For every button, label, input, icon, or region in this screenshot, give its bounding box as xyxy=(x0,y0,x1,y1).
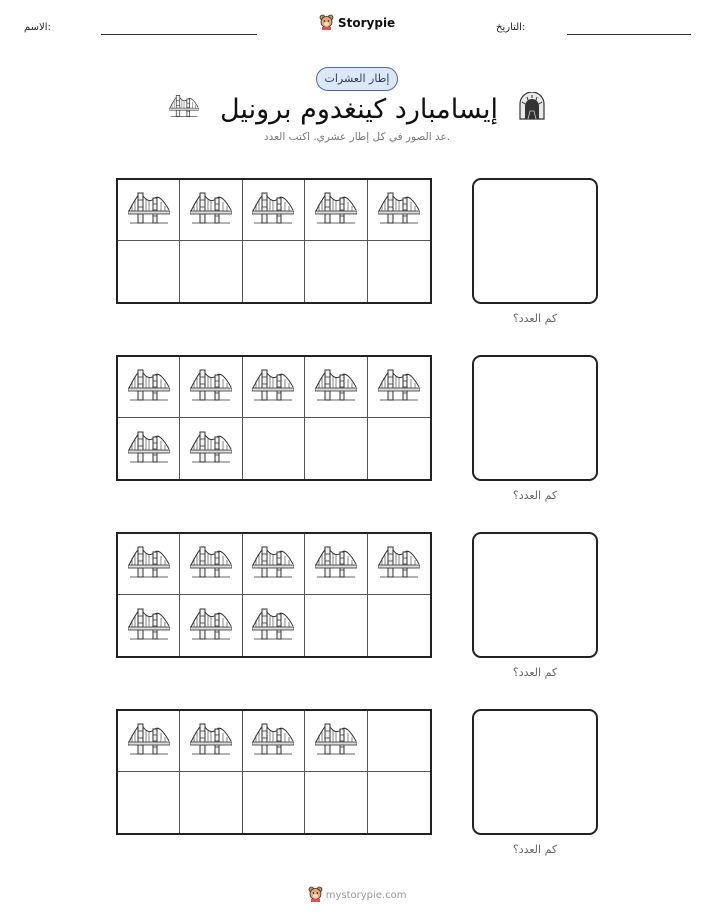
worksheet-title xyxy=(0,92,714,127)
suspension-bridge-icon xyxy=(190,545,232,583)
suspension-bridge-icon xyxy=(128,607,170,645)
ten-frame-cell xyxy=(118,711,180,772)
brand-name: Storypie xyxy=(337,16,396,30)
ten-frame-cell xyxy=(118,357,180,418)
suspension-bridge-icon xyxy=(190,368,232,406)
ten-frame-cell xyxy=(368,357,430,418)
ten-frame-cell xyxy=(243,772,305,833)
ten-frame xyxy=(116,709,432,835)
suspension-bridge-icon xyxy=(315,545,357,583)
ten-frame-cell xyxy=(243,418,305,479)
ten-frame-cell xyxy=(305,241,367,302)
answer-prompt: كم العدد؟ xyxy=(512,843,558,856)
ten-frame-cell xyxy=(118,418,180,479)
ten-frame-cell xyxy=(305,711,367,772)
suspension-bridge-icon xyxy=(190,191,232,229)
ten-frame-cell xyxy=(118,534,180,595)
ten-frame-cell xyxy=(368,534,430,595)
answer-box[interactable] xyxy=(472,709,598,835)
suspension-bridge-icon xyxy=(128,368,170,406)
footer xyxy=(0,886,714,905)
ten-frame-cell xyxy=(305,772,367,833)
suspension-bridge-icon xyxy=(378,545,420,583)
suspension-bridge-icon xyxy=(128,430,170,468)
ten-frame-cell xyxy=(305,357,367,418)
ten-frame-cell xyxy=(243,534,305,595)
ten-frame-cell xyxy=(368,241,430,302)
ten-frame-cell xyxy=(368,711,430,772)
title-text: إيسامبارد كينغدوم برونيل xyxy=(219,94,499,125)
suspension-bridge-icon xyxy=(315,722,357,760)
ten-frame-cell xyxy=(180,241,242,302)
tunnel-entrance-icon xyxy=(519,92,545,127)
ten-frame-cell xyxy=(180,772,242,833)
date-field[interactable] xyxy=(567,34,691,35)
ten-frame-cell xyxy=(305,595,367,656)
suspension-bridge-icon xyxy=(190,722,232,760)
ten-frame-cell xyxy=(305,534,367,595)
suspension-bridge-icon xyxy=(252,545,294,583)
suspension-bridge-icon xyxy=(169,94,199,125)
suspension-bridge-icon xyxy=(128,191,170,229)
answer-prompt: كم العدد؟ xyxy=(512,312,558,325)
ten-frame-cell xyxy=(180,534,242,595)
ten-frame-cell xyxy=(180,418,242,479)
ten-frame-cell xyxy=(243,357,305,418)
ten-frame xyxy=(116,178,432,304)
suspension-bridge-icon xyxy=(128,722,170,760)
suspension-bridge-icon xyxy=(378,191,420,229)
suspension-bridge-icon xyxy=(190,607,232,645)
ten-frame-cell xyxy=(243,180,305,241)
topic-badge: إطار العشرات xyxy=(316,67,398,91)
date-label: التاريخ: xyxy=(496,22,526,33)
suspension-bridge-icon xyxy=(252,607,294,645)
ten-frame-cell xyxy=(243,711,305,772)
ten-frame-cell xyxy=(118,595,180,656)
ten-frame-cell xyxy=(118,180,180,241)
ten-frame-cell xyxy=(305,418,367,479)
ten-frame-cell xyxy=(368,595,430,656)
suspension-bridge-icon xyxy=(315,368,357,406)
suspension-bridge-icon xyxy=(315,191,357,229)
answer-box[interactable] xyxy=(472,178,598,304)
suspension-bridge-icon xyxy=(378,368,420,406)
ten-frame-cell xyxy=(180,180,242,241)
answer-box[interactable] xyxy=(472,532,598,658)
brand-logo xyxy=(0,14,714,33)
ten-frame-cell xyxy=(368,418,430,479)
ten-frame-cell xyxy=(180,711,242,772)
suspension-bridge-icon xyxy=(190,430,232,468)
ten-frame-cell xyxy=(368,772,430,833)
answer-prompt: كم العدد؟ xyxy=(512,666,558,679)
name-label: الاسم: xyxy=(24,22,51,33)
suspension-bridge-icon xyxy=(252,368,294,406)
bear-mascot-icon xyxy=(308,886,323,905)
suspension-bridge-icon xyxy=(252,191,294,229)
answer-box[interactable] xyxy=(472,355,598,481)
suspension-bridge-icon xyxy=(128,545,170,583)
name-field[interactable] xyxy=(101,34,257,35)
ten-frame-cell xyxy=(243,241,305,302)
instructions: عد الصور في كل إطار عشري. اكتب العدد. xyxy=(263,131,451,143)
ten-frame-cell xyxy=(118,241,180,302)
footer-website: mystorypie.com xyxy=(325,890,407,901)
ten-frame xyxy=(116,532,432,658)
ten-frame-cell xyxy=(305,180,367,241)
ten-frame-cell xyxy=(180,357,242,418)
ten-frame-cell xyxy=(118,772,180,833)
ten-frame xyxy=(116,355,432,481)
suspension-bridge-icon xyxy=(252,722,294,760)
ten-frame-cell xyxy=(243,595,305,656)
bear-mascot-icon xyxy=(319,14,334,33)
ten-frame-cell xyxy=(180,595,242,656)
answer-prompt: كم العدد؟ xyxy=(512,489,558,502)
ten-frame-cell xyxy=(368,180,430,241)
